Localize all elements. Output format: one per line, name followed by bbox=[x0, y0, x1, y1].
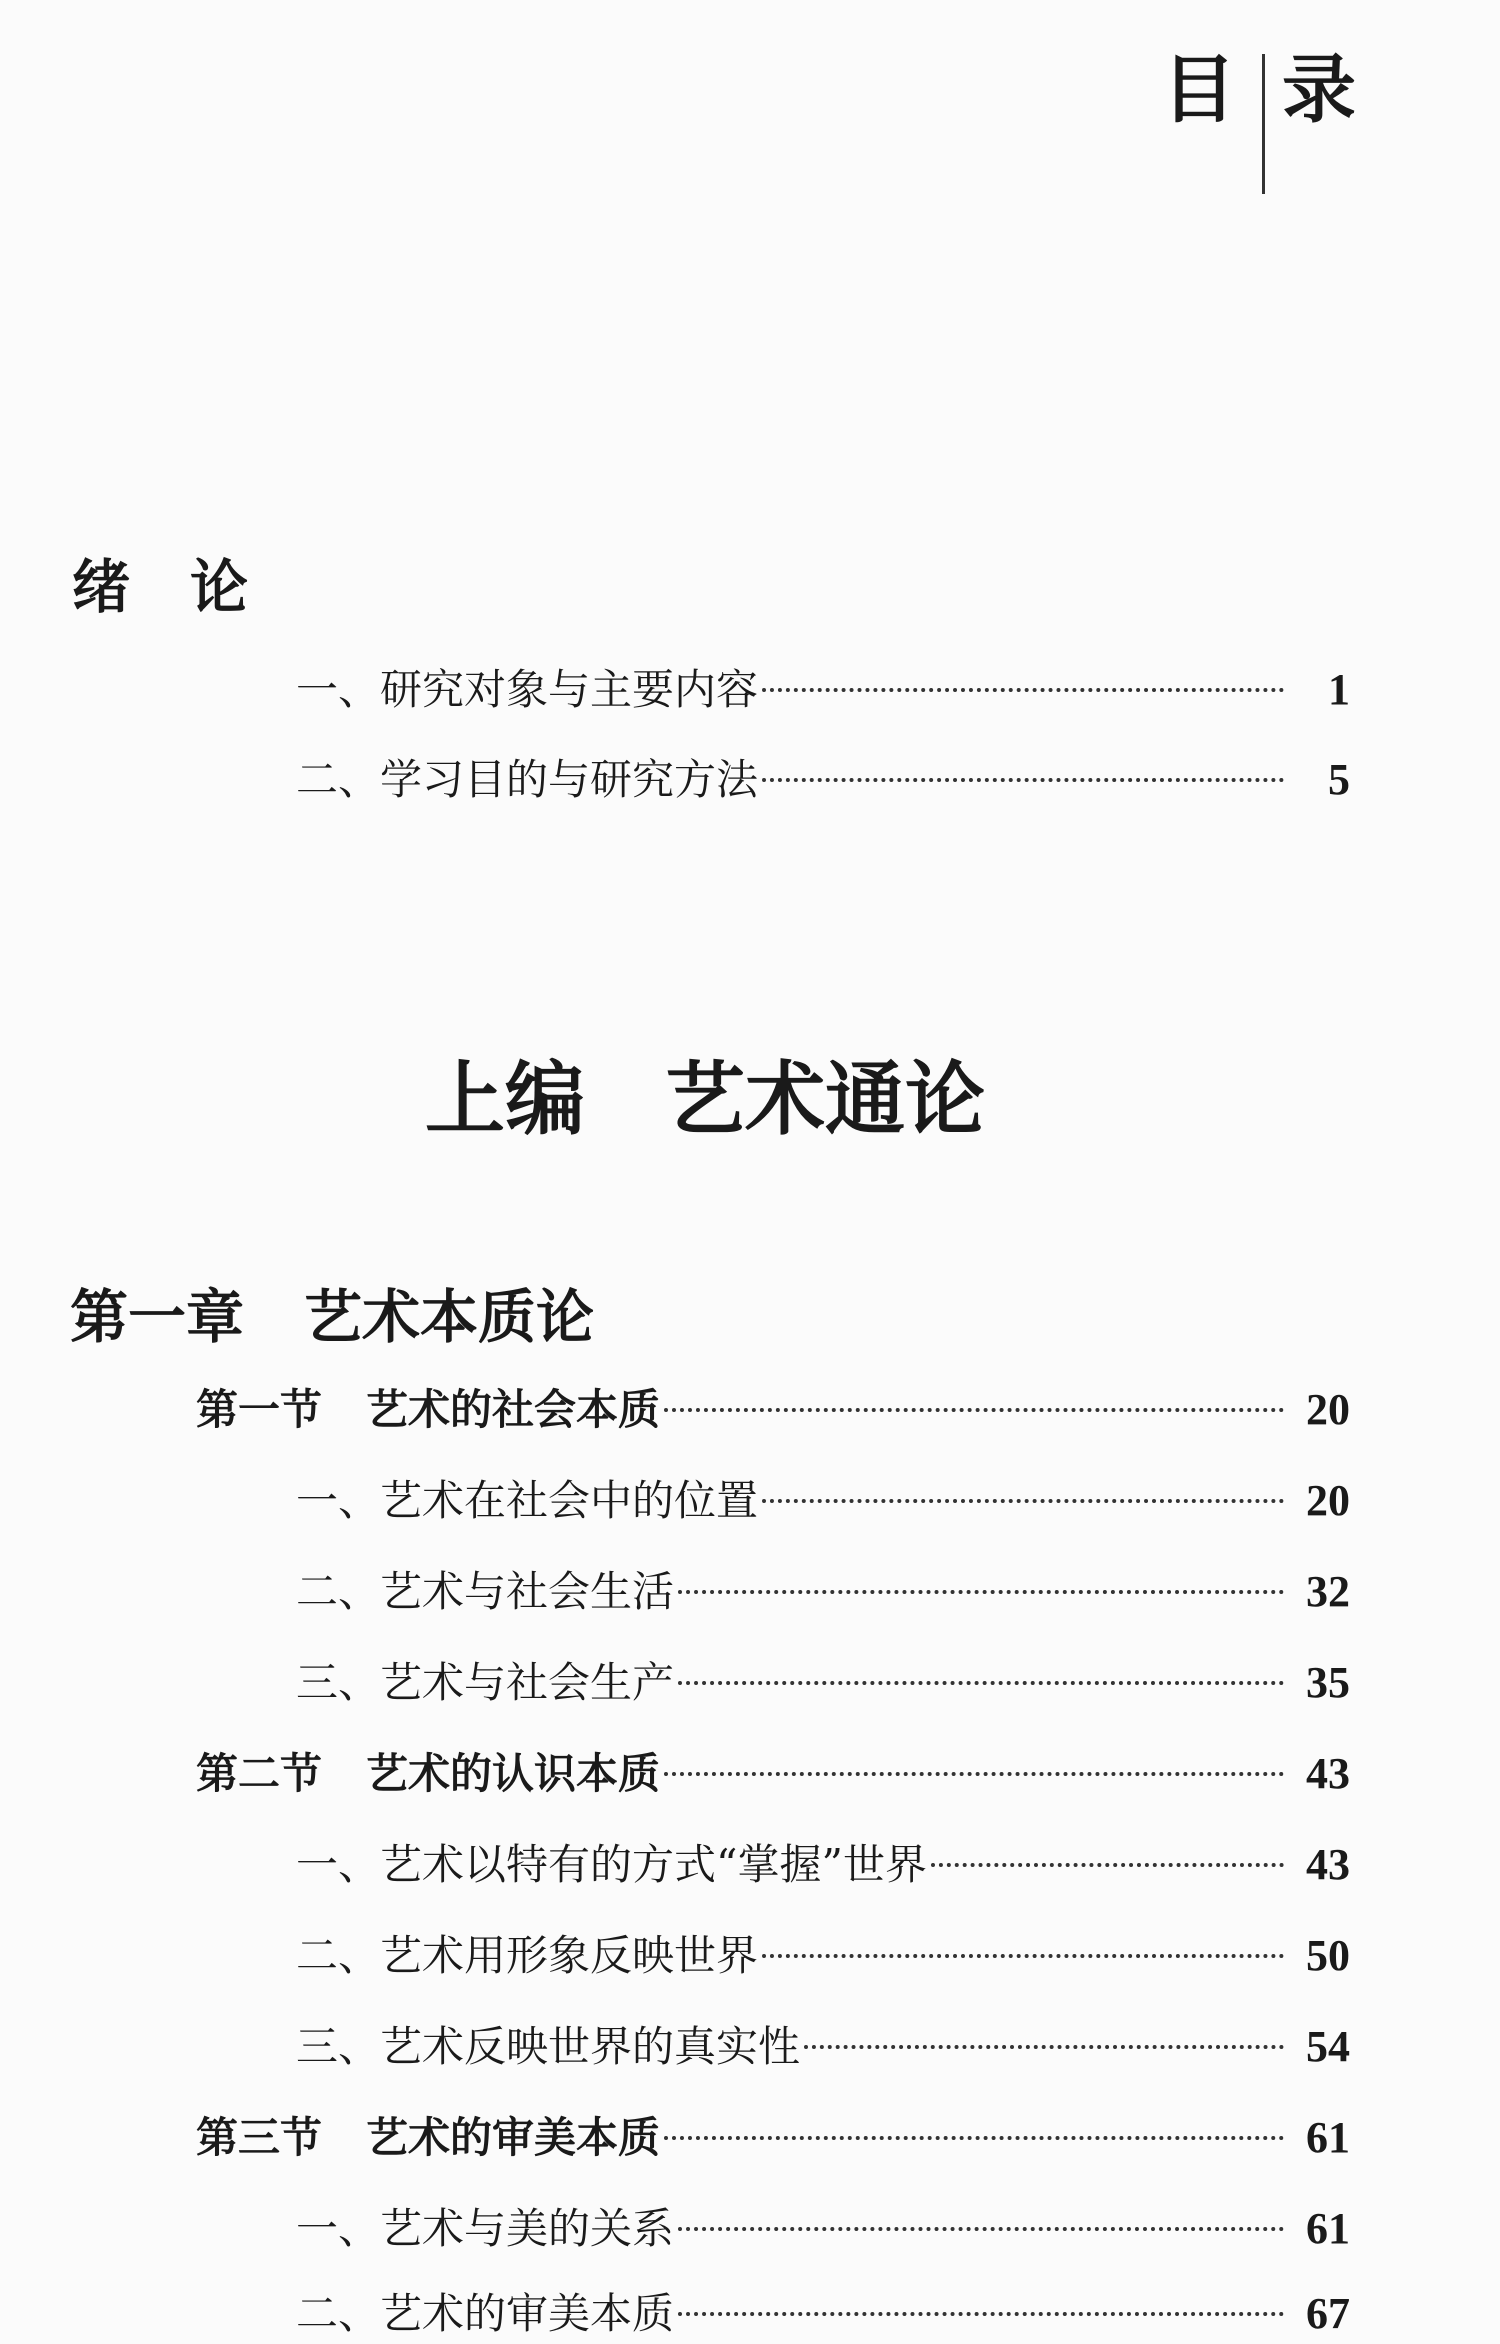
dot-leader bbox=[804, 2045, 1284, 2049]
part-title bbox=[0, 1035, 1410, 1150]
toc-section-entry[interactable] bbox=[196, 1744, 1350, 1804]
toc-section-entry[interactable] bbox=[196, 2108, 1350, 2168]
page-number: 1 bbox=[1328, 665, 1350, 714]
entry-label: 一、研究对象与主要内容 bbox=[296, 665, 759, 714]
chapter-name: 艺术本质论 bbox=[304, 1283, 595, 1351]
toc-entry[interactable] bbox=[296, 1471, 1350, 1531]
section-name: 艺术的社会本质 bbox=[366, 1385, 661, 1434]
dot-leader bbox=[664, 1408, 1284, 1412]
part-number: 上编 bbox=[425, 1053, 585, 1146]
dot-leader bbox=[678, 1590, 1284, 1594]
toc-entry[interactable] bbox=[296, 2017, 1350, 2077]
page-number: 32 bbox=[1306, 1567, 1350, 1616]
entry-label: 三、艺术反映世界的真实性 bbox=[296, 2022, 801, 2071]
entry-label: 二、艺术用形象反映世界 bbox=[296, 1931, 759, 1980]
section-number: 第二节 bbox=[196, 1749, 323, 1798]
intro-title: 绪论 bbox=[72, 553, 309, 621]
chapter-number: 第一章 bbox=[70, 1283, 245, 1351]
part-name: 艺术通论 bbox=[665, 1053, 985, 1146]
section-number: 第一节 bbox=[196, 1385, 323, 1434]
section-name: 艺术的审美本质 bbox=[366, 2113, 661, 2162]
dot-leader bbox=[931, 1863, 1284, 1867]
section-number: 第三节 bbox=[196, 2113, 323, 2162]
dot-leader bbox=[664, 2136, 1284, 2140]
page-number: 43 bbox=[1306, 1749, 1350, 1798]
toc-heading-char-1: 目 bbox=[1162, 47, 1236, 133]
toc-entry[interactable] bbox=[296, 1562, 1350, 1622]
toc-section-entry[interactable] bbox=[196, 1380, 1350, 1440]
dot-leader bbox=[762, 1499, 1284, 1503]
entry-label: 一、艺术以特有的方式“掌握”世界 bbox=[296, 1840, 927, 1889]
dot-leader bbox=[678, 1681, 1284, 1685]
entry-label: 二、艺术与社会生活 bbox=[296, 1567, 675, 1616]
dot-leader bbox=[678, 2312, 1284, 2316]
toc-entry[interactable] bbox=[296, 2284, 1350, 2344]
page-number: 35 bbox=[1306, 1658, 1350, 1707]
toc-entry[interactable] bbox=[296, 1835, 1350, 1895]
dot-leader bbox=[762, 688, 1284, 692]
toc-entry[interactable] bbox=[296, 2199, 1350, 2259]
page-number: 61 bbox=[1306, 2113, 1350, 2162]
entry-label: 二、艺术的审美本质 bbox=[296, 2289, 675, 2338]
entry-label: 一、艺术在社会中的位置 bbox=[296, 1476, 759, 1525]
dot-leader bbox=[762, 778, 1284, 782]
chapter-title bbox=[70, 1270, 594, 1354]
dot-leader bbox=[678, 2227, 1284, 2231]
toc-entry[interactable] bbox=[296, 660, 1350, 720]
page-number: 54 bbox=[1306, 2022, 1350, 2071]
page-number: 5 bbox=[1328, 755, 1350, 804]
dot-leader bbox=[762, 1954, 1284, 1958]
page-number: 50 bbox=[1306, 1931, 1350, 1980]
toc-entry[interactable] bbox=[296, 1926, 1350, 1986]
toc-entry[interactable] bbox=[296, 1653, 1350, 1713]
entry-label: 一、艺术与美的关系 bbox=[296, 2204, 675, 2253]
entry-label: 二、学习目的与研究方法 bbox=[296, 755, 759, 804]
toc-heading-char-2: 录 bbox=[1282, 47, 1356, 133]
section-name: 艺术的认识本质 bbox=[366, 1749, 661, 1798]
page-number: 20 bbox=[1306, 1476, 1350, 1525]
page-number: 61 bbox=[1306, 2204, 1350, 2253]
dot-leader bbox=[664, 1772, 1284, 1776]
entry-label: 三、艺术与社会生产 bbox=[296, 1658, 675, 1707]
toc-entry[interactable] bbox=[296, 750, 1350, 810]
page-number: 67 bbox=[1306, 2289, 1350, 2338]
heading-divider bbox=[1262, 54, 1265, 194]
page-number: 43 bbox=[1306, 1840, 1350, 1889]
page-number: 20 bbox=[1306, 1385, 1350, 1434]
